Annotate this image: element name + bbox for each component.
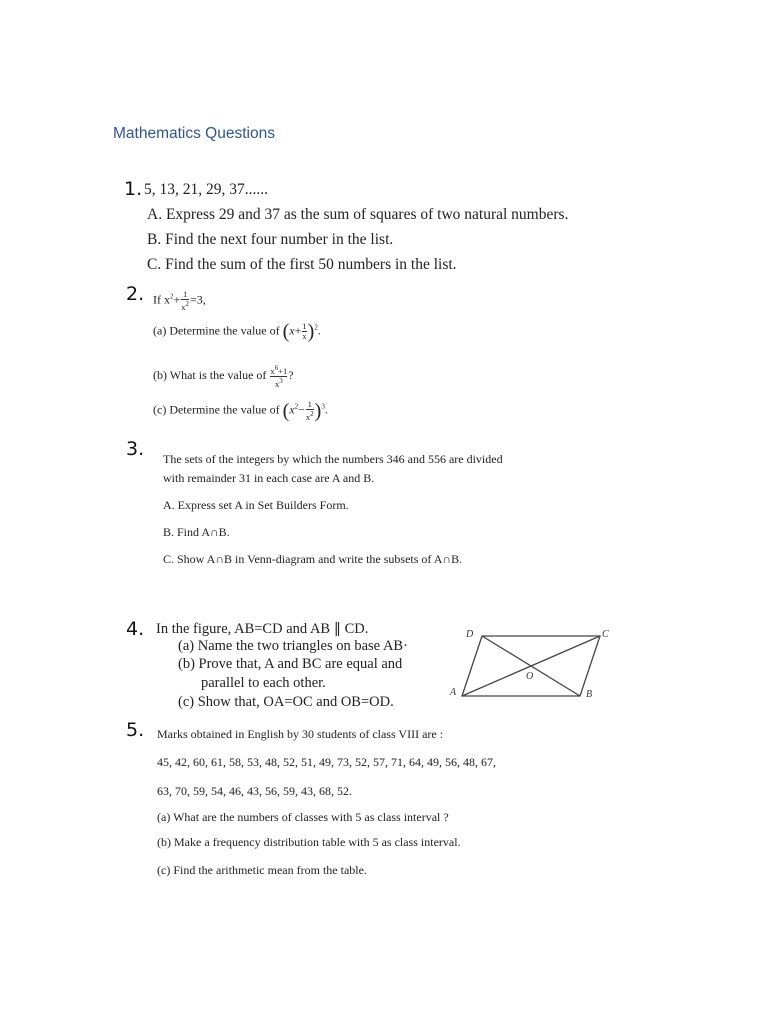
question-4-part-a: (a) Name the two triangles on base AB· xyxy=(178,638,408,654)
center-label-o: O xyxy=(526,671,534,682)
question-2-part-a: (a) Determine the value of (x+ $\frac{1}{x}$ )$^2$. xyxy=(153,320,321,343)
question-5-part-b: (b) Make a frequency distribution table with 5 as class interval. xyxy=(157,835,461,849)
parallelogram-figure xyxy=(440,620,620,710)
question-1-part-c: C. Find the sum of the first 50 numbers in the list. xyxy=(147,256,457,273)
question-4-part-c: (c) Show that, OA=OC and OB=OD. xyxy=(178,694,394,710)
question-2-part-b: (b) What is the value of $\frac{x^6+1}{x^3}$ ? xyxy=(153,364,294,389)
vertex-label-d: D xyxy=(466,629,474,640)
question-1-part-b: B. Find the next four number in the list. xyxy=(147,231,394,248)
question-5-part-c: (c) Find the arithmetic mean from the table. xyxy=(157,863,367,877)
question-4-number: 4. xyxy=(126,618,145,640)
question-5-lead: Marks obtained in English by 30 students of class VIII are : xyxy=(157,727,444,741)
page-title: Mathematics Questions xyxy=(113,125,275,142)
question-1-number: 1. xyxy=(124,178,143,200)
vertex-label-b: B xyxy=(586,689,593,700)
diagonal-ca xyxy=(462,636,600,696)
question-1-lead: 5, 13, 21, 29, 37...... xyxy=(144,181,268,198)
question-3-lead-line-1: The sets of the integers by which the numbers 346 and 556 are divided xyxy=(163,452,503,466)
question-3-part-b: B. Find A∩B. xyxy=(163,525,230,539)
question-2-number: 2. xyxy=(126,283,145,305)
question-2-lead: If $x^2+$ $\frac{1}{x^2}$ =3, xyxy=(153,289,206,312)
question-5-data-line-1: 45, 42, 60, 61, 58, 53, 48, 52, 51, 49, 73, 52, 57, 71, 64, 49, 56, 48, 67, xyxy=(157,755,496,769)
question-5-number: 5. xyxy=(126,719,145,741)
question-4-part-b: (b) Prove that, A and BC are equal and xyxy=(178,656,403,672)
question-2-part-c: (c) Determine the value of ($x^2-$ $\frac{1}{x^2}$ )$^3$. xyxy=(153,399,328,422)
vertex-label-c: C xyxy=(602,629,609,640)
question-5-data-line-2: 63, 70, 59, 54, 46, 43, 56, 59, 43, 68, 52. xyxy=(157,784,352,798)
question-4-part-b-continued: parallel to each other. xyxy=(201,675,326,691)
question-1-part-a: A. Express 29 and 37 as the sum of squares of two natural numbers. xyxy=(147,206,569,223)
question-4-lead: In the figure, AB=CD and AB ∥ CD. xyxy=(156,621,369,637)
question-3-number: 3. xyxy=(126,438,145,460)
question-5-part-a: (a) What are the numbers of classes with 5 as class interval ? xyxy=(157,810,449,824)
vertex-label-a: A xyxy=(450,687,457,698)
question-3-lead-line-2: with remainder 31 in each case are A and B. xyxy=(163,471,375,485)
question-3-part-a: A. Express set A in Set Builders Form. xyxy=(163,498,349,512)
question-3-part-c: C. Show A∩B in Venn-diagram and write the subsets of A∩B. xyxy=(163,552,463,566)
